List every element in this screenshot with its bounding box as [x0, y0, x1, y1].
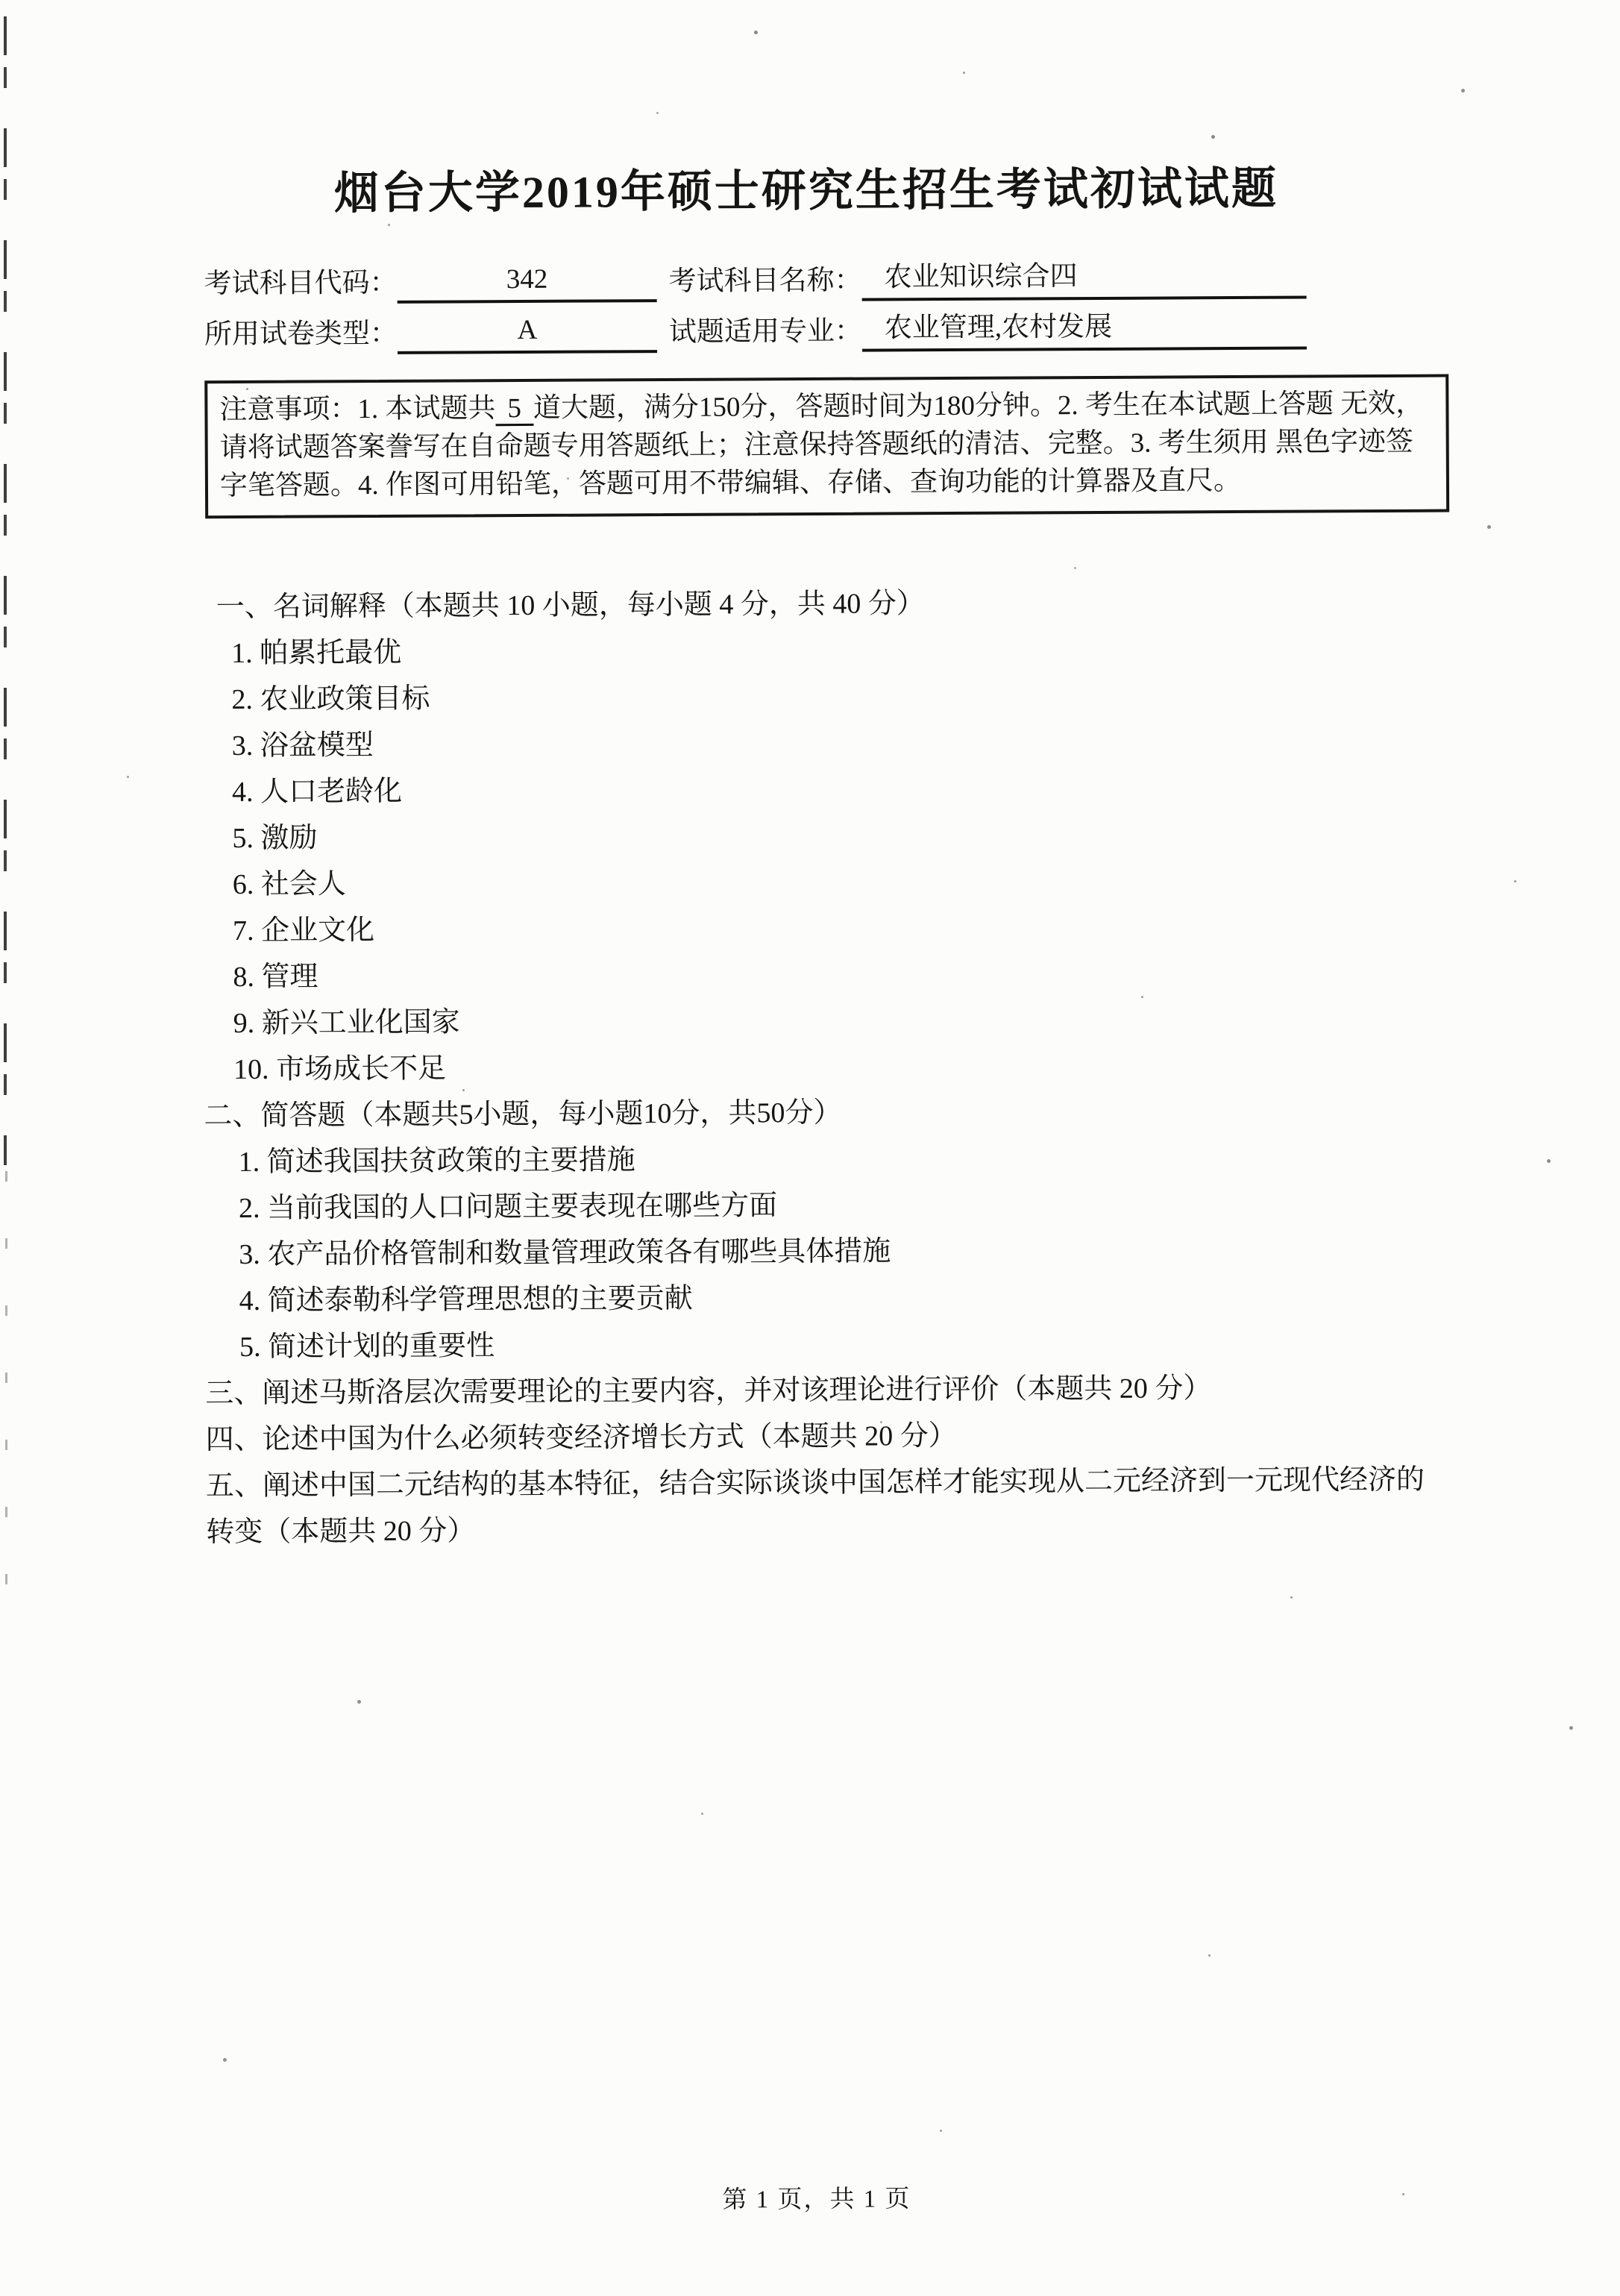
subject-code-label: 考试科目代码：: [204, 267, 398, 300]
section-1-item: 4. 人口老龄化: [232, 775, 403, 809]
section-2-item: 2. 当前我国的人口问题主要表现在哪些方面: [238, 1190, 778, 1225]
section-5-line-1: 五、阐述中国二元结构的基本特征，结合实际谈谈中国怎样才能实现从二元经济到一元现代经济的: [205, 1464, 1425, 1502]
section-1-item: 2. 农业政策目标: [231, 683, 430, 716]
exam-header-fields: [204, 256, 1307, 356]
section-2-heading: 二、简答题（本题共5小题，每小题10分，共50分）: [204, 1097, 842, 1132]
header-row-2: [204, 307, 1307, 356]
section-3-heading: 三、阐述马斯洛层次需要理论的主要内容，并对该理论进行评价（本题共 20 分）: [205, 1373, 1212, 1410]
section-1-item: 6. 社会人: [232, 868, 346, 901]
section-5-line-2: 转变（本题共 20 分）: [206, 1515, 476, 1549]
section-1-item: 9. 新兴工业化国家: [233, 1006, 460, 1040]
notice-line1-suffix: 道大题，满分150分，答题时间为180分钟。2. 考生在本试题上答题: [533, 389, 1334, 424]
major-label: 试题适用专业：: [668, 316, 862, 348]
header-row-1: [204, 256, 1306, 305]
section-5: [206, 1455, 1620, 1555]
section-2-item: 1. 简述我国扶贫政策的主要措施: [238, 1144, 635, 1179]
section-1-item: 3. 浴盆模型: [231, 730, 374, 762]
section-1-item: 10. 市场成长不足: [233, 1053, 447, 1086]
section-2-item: 5. 简述计划的重要性: [239, 1330, 495, 1364]
section-1-item: 8. 管理: [233, 961, 318, 994]
section-1-heading: 一、名词解释（本题共 10 小题，每小题 4 分，共 40 分）: [216, 588, 925, 624]
section-1-item: 5. 激励: [232, 822, 318, 855]
exam-title: 烟台大学2019年硕士研究生招生考试初试试题: [333, 163, 1279, 219]
notice-line1-prefix: 注意事项：1. 本试题共: [219, 393, 496, 426]
notice-line2: 无效，请将试题答案誊写在自命题专用答题纸上；注意保持答题纸的清洁、完整。3. 考生须用: [219, 388, 1424, 464]
notice-line3: 黑色字迹签字笔答题。4. 作图可用铅笔，答题可用不带编辑、存储、查询功能的计算器及直尺。: [219, 426, 1414, 502]
subject-code-value: 342: [397, 259, 656, 304]
scan-noise-specks: [0, 0, 2, 2]
section-1-item: 1. 帕累托最优: [231, 636, 402, 670]
major-value: 农业管理,农村发展: [862, 307, 1307, 352]
section-2-item: 4. 简述泰勒科学管理思想的主要贡献: [239, 1282, 693, 1317]
question-body: [201, 577, 1620, 1555]
notice-box: [204, 374, 1449, 519]
subject-name-label: 考试科目名称：: [668, 265, 862, 297]
section-2-item: 3. 农产品价格管制和数量管理政策各有哪些具体措施: [239, 1235, 891, 1271]
paper-type-value: A: [398, 310, 657, 354]
paper-type-label: 所用试卷类型：: [204, 318, 398, 351]
subject-name-value: 农业知识综合四: [861, 256, 1306, 301]
scan-edge-line-artifact: [4, 16, 7, 1165]
page-number-footer: 第 1 页，共 1 页: [722, 2186, 911, 2214]
section-4-heading: 四、论述中国为什么必须转变经济增长方式（本题共 20 分）: [205, 1420, 957, 1456]
section-1-item: 7. 企业文化: [232, 915, 375, 947]
notice-blank-count: 5: [495, 393, 533, 426]
scan-edge-line-artifact-lower: [5, 1171, 7, 1619]
